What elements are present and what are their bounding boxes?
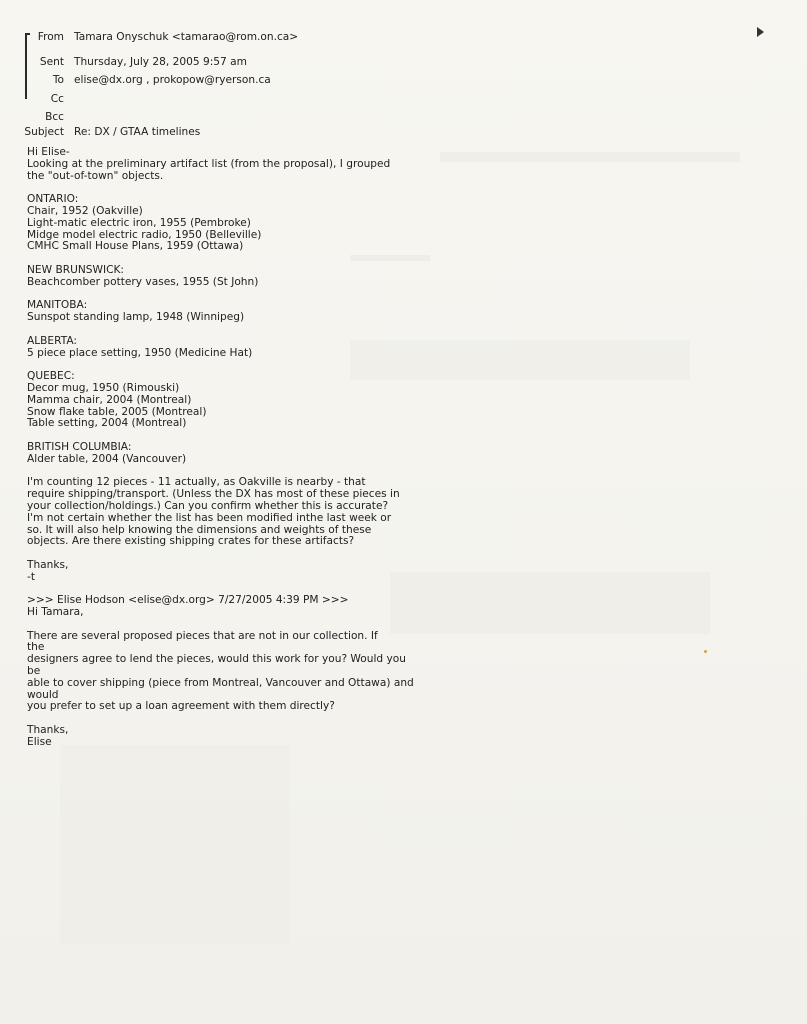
body-paragraph [27,725,447,749]
body-line: Elise [27,735,52,748]
body-line: Thanks, [27,724,69,737]
body-line: I'm counting 12 pieces - 11 actually, as Oakville is nearby - that [27,476,366,489]
body-paragraph [27,477,447,548]
body-line: Mamma chair, 2004 (Montreal) [27,393,192,406]
body-paragraph [27,560,447,584]
body-line: require shipping/transport. (Unless the DX has most of these pieces in [27,488,400,501]
sent-label: Sent [39,56,64,68]
body-line: I'm not certain whether the list has been modified inthe last week or [27,511,392,524]
bcc-label: Bcc [45,111,64,123]
body-paragraph [27,631,447,714]
body-line: the [27,641,45,654]
body-line: MANITOBA: [27,299,88,312]
to-value: elise@dx.org , prokopow@ryerson.ca [74,74,271,86]
body-line: Chair, 1952 (Oakville) [27,204,143,217]
body-line: Hi Tamara, [27,606,84,619]
body-line: would [27,688,59,701]
body-line: you prefer to set up a loan agreement with them directly? [27,700,335,713]
to-label: To [52,74,64,86]
body-line: your collection/holdings.) Can you confirm whether this is accurate? [27,499,389,512]
body-line: NEW BRUNSWICK: [27,263,125,276]
paper-speck [704,650,707,653]
body-line: Midge model electric radio, 1950 (Belleville) [27,228,262,241]
body-line: ALBERTA: [27,334,77,347]
body-line: Decor mug, 1950 (Rimouski) [27,381,180,394]
body-line: Thanks, [27,558,69,571]
body-line: Alder table, 2004 (Vancouver) [27,452,187,465]
body-line: Light-matic electric iron, 1955 (Pembroke) [27,216,251,229]
body-paragraph [27,300,447,324]
body-line: the "out-of-town" objects. [27,169,164,182]
subject-label: Subject [24,126,64,138]
body-line: able to cover shipping (piece from Montreal, Vancouver and Ottawa) and [27,676,414,689]
body-line: -t [27,570,35,583]
body-paragraph [27,194,447,253]
body-paragraph [27,336,447,360]
body-line: QUEBEC: [27,370,75,383]
body-line: BRITISH COLUMBIA: [27,440,132,453]
body-line: Sunspot standing lamp, 1948 (Winnipeg) [27,311,245,324]
body-paragraph [27,371,447,430]
body-line: be [27,665,41,678]
from-value: Tamara Onyschuk <tamarao@rom.on.ca> [74,31,299,43]
body-paragraph [27,442,447,466]
body-line: Snow flake table, 2005 (Montreal) [27,405,207,418]
body-line: objects. Are there existing shipping crates for these artifacts? [27,535,355,548]
body-line: Hi Elise- [27,146,70,158]
body-line: Beachcomber pottery vases, 1955 (St John) [27,275,259,288]
sent-value: Thursday, July 28, 2005 9:57 am [74,56,247,68]
bleed-through-texture [440,152,740,162]
body-line: Looking at the preliminary artifact list (from the proposal), I grouped [27,157,391,170]
page-marker-arrow-icon [757,27,764,37]
body-line: 5 piece place setting, 1950 (Medicine Hat) [27,346,253,359]
body-line: ONTARIO: [27,193,79,206]
body-paragraph [27,595,447,619]
body-line: There are several proposed pieces that are not in our collection. If [27,629,378,642]
subject-value: Re: DX / GTAA timelines [74,126,201,138]
body-line: so. It will also help knowing the dimensions and weights of these [27,523,372,536]
body-paragraph [27,265,447,289]
bleed-through-texture [60,745,290,945]
body-line: Table setting, 2004 (Montreal) [27,417,187,430]
from-label: From [37,31,64,43]
email-body [27,147,447,760]
cc-label: Cc [50,93,64,105]
body-line: CMHC Small House Plans, 1959 (Ottawa) [27,240,244,253]
body-line: designers agree to lend the pieces, would this work for you? Would you [27,653,406,666]
body-paragraph [27,147,447,182]
body-line: >>> Elise Hodson <elise@dx.org> 7/27/2005 4:39 PM >>> [27,594,349,607]
